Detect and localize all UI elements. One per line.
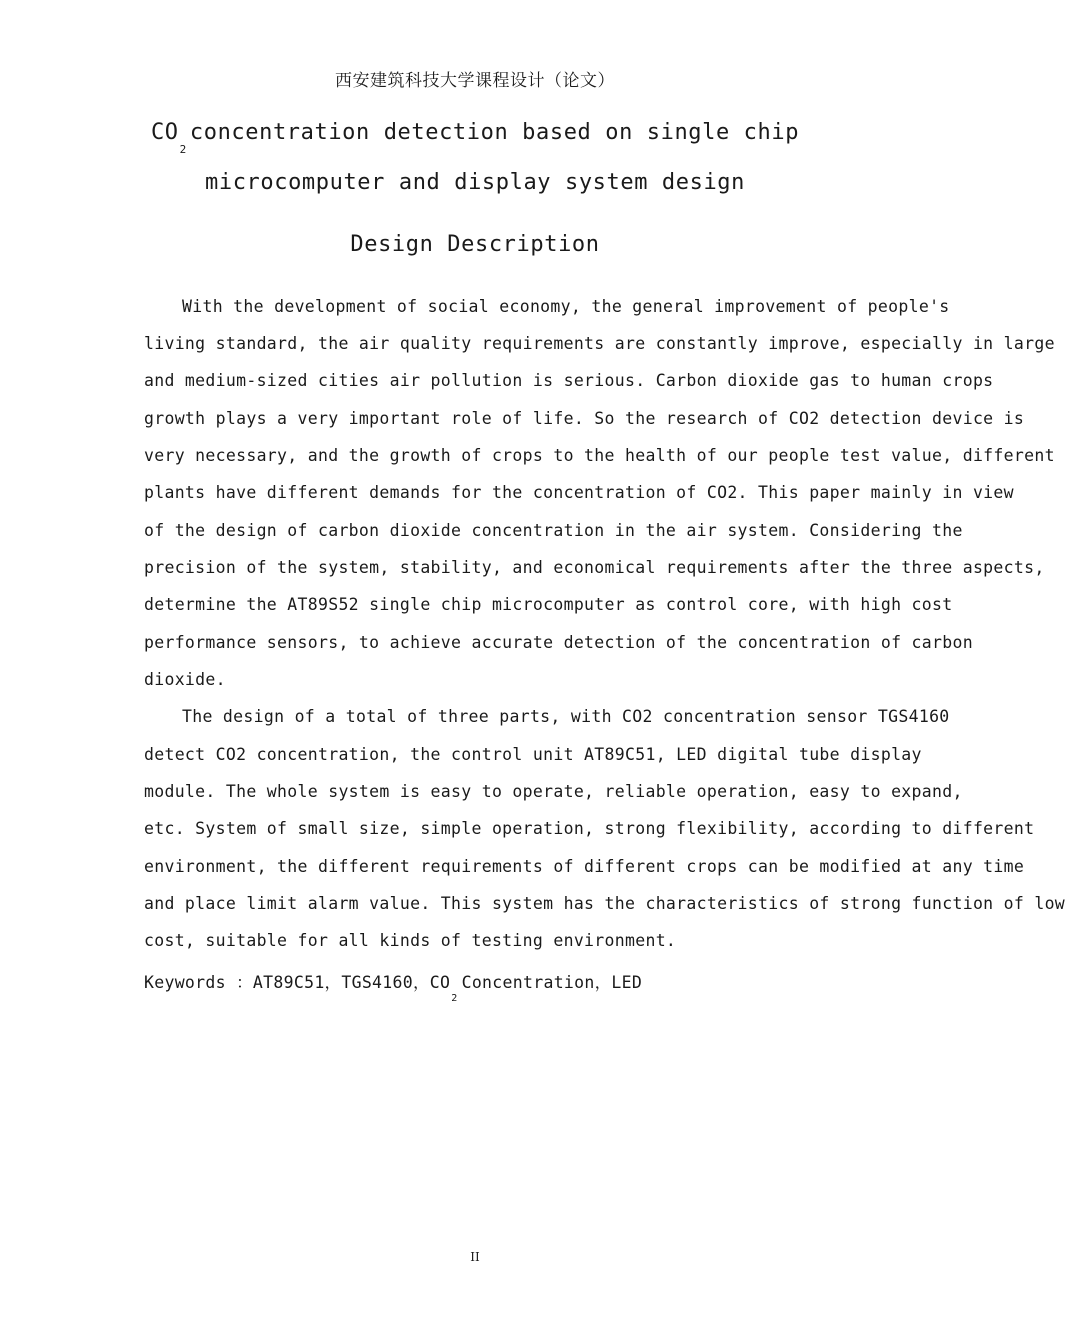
keywords-item-2: Concentration，LED	[461, 973, 643, 992]
title-subscript: 2	[179, 143, 187, 156]
body-line: and medium-sized cities air pollution is serious. Carbon dioxide gas to human crops	[144, 371, 994, 390]
keywords-subscript: 2	[451, 993, 458, 1004]
body-line: living standard, the air quality requirements are constantly improve, especially in large	[144, 334, 1055, 353]
title-rest: concentration detection based on single chip	[189, 120, 800, 145]
body-line: determine the AT89S52 single chip microcomputer as control core, with high cost	[144, 595, 953, 614]
body-line: cost, suitable for all kinds of testing environment.	[144, 931, 677, 950]
title-co: CO	[150, 120, 179, 145]
section-heading: Design Description	[350, 232, 600, 257]
body-line: dioxide.	[144, 670, 226, 689]
keywords-label: Keywords	[144, 973, 226, 992]
body-line: growth plays a very important role of life. So the research of CO2 detection device is	[144, 409, 1025, 428]
body-line: and place limit alarm value. This system has the characteristics of strong function of low	[144, 894, 1065, 913]
body-line: The design of a total of three parts, with CO2 concentration sensor TGS4160	[182, 707, 950, 726]
document-title-line-2: microcomputer and display system design	[205, 170, 745, 195]
body-line: etc. System of small size, simple operation, strong flexibility, according to different	[144, 819, 1035, 838]
body-line: detect CO2 concentration, the control unit AT89C51, LED digital tube display	[144, 745, 922, 764]
page-number: II	[470, 1250, 480, 1264]
body-line: precision of the system, stability, and economical requirements after the three aspects,	[144, 558, 1045, 577]
page-header: 西安建筑科技大学课程设计（论文）	[335, 71, 615, 91]
keywords-item-1: AT89C51，TGS4160，CO	[252, 973, 451, 992]
document-title-line-1	[0, 120, 950, 156]
keywords-line	[144, 969, 950, 1004]
body-line: plants have different demands for the concentration of CO2. This paper mainly in view	[144, 483, 1014, 502]
body-line: module. The whole system is easy to operate, reliable operation, easy to expand,	[144, 782, 963, 801]
body-line: very necessary, and the growth of crops to the health of our people test value, different	[144, 446, 1055, 465]
body-line: of the design of carbon dioxide concentration in the air system. Considering the	[144, 521, 963, 540]
body-line: performance sensors, to achieve accurate detection of the concentration of carbon	[144, 633, 973, 652]
body-line: environment, the different requirements of different crops can be modified at any time	[144, 857, 1025, 876]
body-line: With the development of social economy, the general improvement of people's	[182, 297, 950, 316]
keywords-separator: ：	[236, 973, 253, 992]
